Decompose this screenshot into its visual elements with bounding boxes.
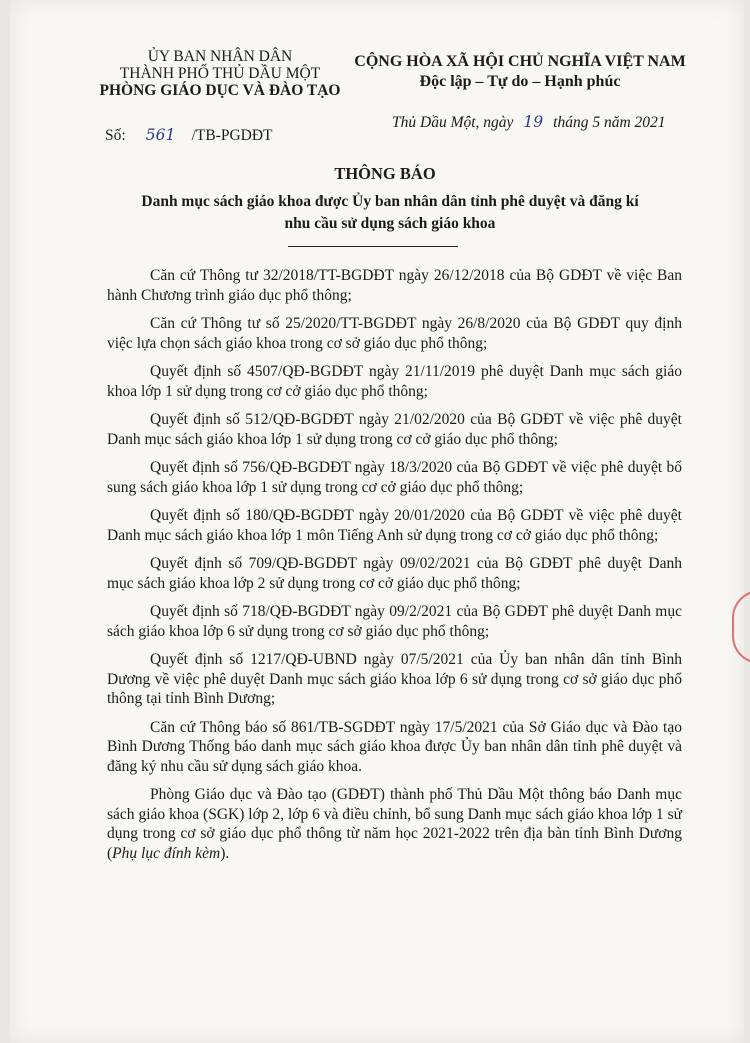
document-body [107,266,682,872]
paragraph: Quyết định số 709/QĐ-BGDĐT ngày 09/02/2021 của Bộ GDĐT phê duyệt Danh mục sách giáo khoa lớp 2 sử dụng trong cơ cở giáo dục phổ thông; [107,555,682,592]
document-subtitle [100,191,680,235]
subtitle-line-1: Danh mục sách giáo khoa được Ủy ban nhân dân tỉnh phê duyệt và đăng kí [141,193,639,210]
paragraph: Quyết định số 512/QĐ-BGDĐT ngày 21/02/2020 của Bộ GDĐT về việc phê duyệt Danh mục sách giáo khoa lớp 1 sử dụng trong cơ cở giáo dục phổ thông; [107,411,682,448]
document-page [10,0,744,1043]
paragraph: Quyết định số 1217/QĐ-UBND ngày 07/5/2021 của Ủy ban nhân dân tỉnh Bình Dương về việc phê duyệt Danh mục sách giáo khoa lớp 6 sử dụng trong cơ sở giáo dục phổ thông tại tỉnh Bình Dương; [107,651,682,707]
number-prefix: Số: [105,127,126,144]
paragraph: Căn cứ Thông tư số 25/2020/TT-BGDĐT ngày 26/8/2020 của Bộ GDĐT quy định việc lựa chọn sách giáo khoa trong cơ sở giáo dục phổ thông; [107,315,682,352]
date-line [392,113,666,132]
national-title: CỘNG HÒA XÃ HỘI CHỦ NGHĨA VIỆT NAM [354,53,686,70]
date-day-handwritten: 19 [523,113,544,131]
final-paragraph [107,785,682,863]
paragraph: Quyết định số 180/QĐ-BGDĐT ngày 20/01/2020 của Bộ GDĐT về việc phê duyệt Danh mục sách giáo khoa lớp 1 môn Tiếng Anh sử dụng trong cơ cở giáo dục phổ thông; [107,507,682,544]
national-heading-block [345,52,695,92]
authority-department: PHÒNG GIÁO DỤC VÀ ĐÀO TẠO [99,82,341,99]
paragraph: Quyết định số 756/QĐ-BGDĐT ngày 18/3/2020 của Bộ GDĐT về việc phê duyệt bổ sung sách giáo khoa lớp 1 sử dụng trong cơ cở giáo dục phổ thông; [107,459,682,496]
number-handwritten: 561 [145,126,176,144]
document-title: THÔNG BÁO [334,164,436,183]
authority-line-2: THÀNH PHỐ THỦ DẦU MỘT [119,65,321,82]
document-number [105,126,273,145]
date-suffix: tháng 5 năm 2021 [553,114,666,131]
final-paragraph-end: ). [220,844,230,862]
subtitle-line-2: nhu cầu sử dụng sách giáo khoa [284,215,496,232]
paragraph: Quyết định số 718/QĐ-BGDĐT ngày 09/2/2021 của Bộ GDĐT phê duyệt Danh mục sách giáo khoa lớp 6 sử dụng trong cơ sở giáo dục phổ thông; [107,603,682,640]
national-motto: Độc lập – Tự do – Hạnh phúc [419,73,621,90]
paragraph: Căn cứ Thông báo số 861/TB-SGDĐT ngày 17/5/2021 của Sở Giáo dục và Đào tạo Bình Dương Thống báo danh mục sách giáo khoa được Ủy ban nhân dân tỉnh phê duyệt và đăng ký nhu cầu sử dụng sách giáo khoa. [107,718,682,775]
paragraph: Quyết định số 4507/QĐ-BGDĐT ngày 21/11/2019 phê duyệt Danh mục sách giáo khoa lớp 1 sử dụng trong cơ cở giáo dục phổ thông; [107,363,682,400]
title-underline [288,246,458,247]
appendix-note: Phụ lục đính kèm [112,844,221,862]
authority-line-1: ỦY BAN NHÂN DÂN [147,48,293,65]
issuing-authority-block [70,48,370,99]
number-suffix: /TB-PGDĐT [191,127,273,144]
final-paragraph-text: Phòng Giáo dục và Đào tạo (GDĐT) thành phố Thủ Dầu Một thông báo Danh mục sách giáo khoa (SGK) lớp 2, lớp 6 và điều chỉnh, bổ sung Danh mục sách giáo khoa lớp 1 sử dụng trong cơ sở giáo dục phổ thông từ năm học 2021-2022 trên địa bàn tỉnh Bình Dương ( [107,786,682,862]
paragraph: Căn cứ Thông tư 32/2018/TT-BGDĐT ngày 26/12/2018 của Bộ GDĐT về việc Ban hành Chương trình giáo dục phổ thông; [107,267,682,304]
date-prefix: Thủ Dầu Một, ngày [392,114,514,131]
